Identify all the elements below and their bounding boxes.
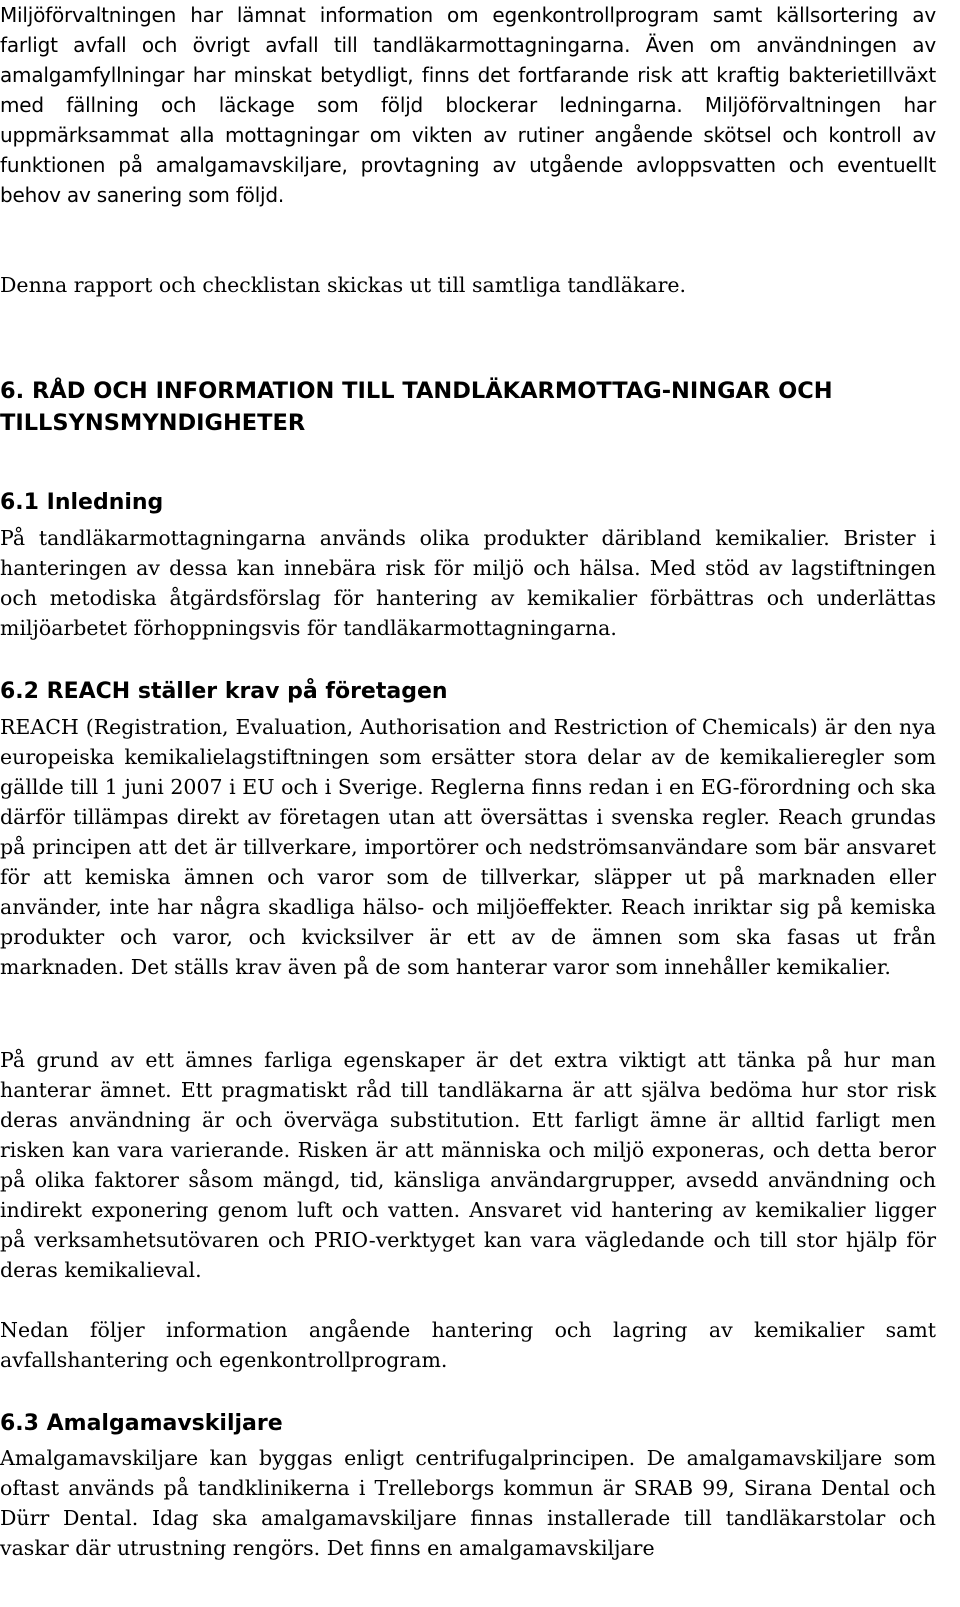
section-6-2-paragraph-2: På grund av ett ämnes farliga egenskaper är det extra viktigt att tänka på hur man hanterar ämnet. Ett pragmatiskt råd till tandläkarna är att själva bedöma hur stor risk deras användning är och överväga substitution. Ett farligt ämne är alltid farligt men risken kan vara varierande. Risken är att människa och miljö exponeras, och detta beror på olika faktorer såsom mängd, tid, känsliga användargrupper, avsedd användning och indirekt exponering genom luft och vatten. Ansvaret vid hantering av kemikalier ligger på verksamhetsutövaren och PRIO-verktyget kan vara vägledande och till stor hjälp för deras kemikalieval. <box>0 1048 936 1282</box>
intro-paragraph: Miljöförvaltningen har lämnat information om egenkontrollprogram samt källsortering av farligt avfall och övrigt avfall till tandläkarmottagningarna. Även om användningen av amalgamfyllningar har minskat betydligt, finns det fortfarande risk att kraftig bakterietillväxt med fällning och läckage som följd blockerar ledningarna. Miljöförvaltningen har uppmärksammat alla mottagningar om vikten av rutiner angående skötsel och kontroll av funktionen på amalgamavskiljare, provtagning av utgående avloppsvatten och eventuellt behov av sanering som följd. <box>0 3 936 207</box>
section-6-1-heading: 6.1 Inledning <box>0 490 164 515</box>
section-6-3-heading: 6.3 Amalgamavskiljare <box>0 1411 283 1436</box>
report-paragraph: Denna rapport och checklistan skickas ut till samtliga tandläkare. <box>0 273 687 297</box>
section-6-1-paragraph: På tandläkarmottagningarna används olika produkter däribland kemikalier. Brister i hanteringen av dessa kan innebära risk för miljö och hälsa. Med stöd av lagstiftningen och metodiska åtgärdsförslag för hantering av kemikalier förbättras och underlättas miljöarbetet förhoppningsvis för tandläkarmottagningarna. <box>0 526 936 640</box>
section-6-2-paragraph-1: REACH (Registration, Evaluation, Authorisation and Restriction of Chemicals) är den nya europeiska kemikalielagstiftningen som ersätter stora delar av de kemikalieregler som gällde till 1 juni 2007 i EU och i Sverige. Reglerna finns redan i en EG-förordning och ska därför tillämpas direkt av företagen utan att översättas i svenska regler. Reach grundas på principen att det är tillverkare, importörer och nedströmsanvändare som bär ansvaret för att kemiska ämnen och varor som de tillverkar, släpper ut på marknaden eller använder, inte har några skadliga hälso- och miljöeffekter. Reach inriktar sig på kemiska produkter och varor, och kvicksilver är ett av de ämnen som ska fasas ut från marknaden. Det ställs krav även på de som hanterar varor som innehåller kemikalier. <box>0 715 936 979</box>
section-6-2-heading: 6.2 REACH ställer krav på företagen <box>0 679 448 704</box>
section-6-heading: 6. RÅD OCH INFORMATION TILL TANDLÄKARMOTTAG-NINGAR OCH TILLSYNSMYNDIGHETER <box>0 378 833 436</box>
section-6-2-paragraph-3: Nedan följer information angående hantering och lagring av kemikalier samt avfallshantering och egenkontrollprogram. <box>0 1318 936 1372</box>
section-6-3-paragraph: Amalgamavskiljare kan byggas enligt centrifugalprincipen. De amalgamavskiljare som oftast används på tandklinikerna i Trelleborgs kommun är SRAB 99, Sirana Dental och Dürr Dental. Idag ska amalgamavskiljare finnas installerade till tandläkarstolar och vaskar där utrustning rengörs. Det finns en amalgamavskiljare <box>0 1446 936 1560</box>
